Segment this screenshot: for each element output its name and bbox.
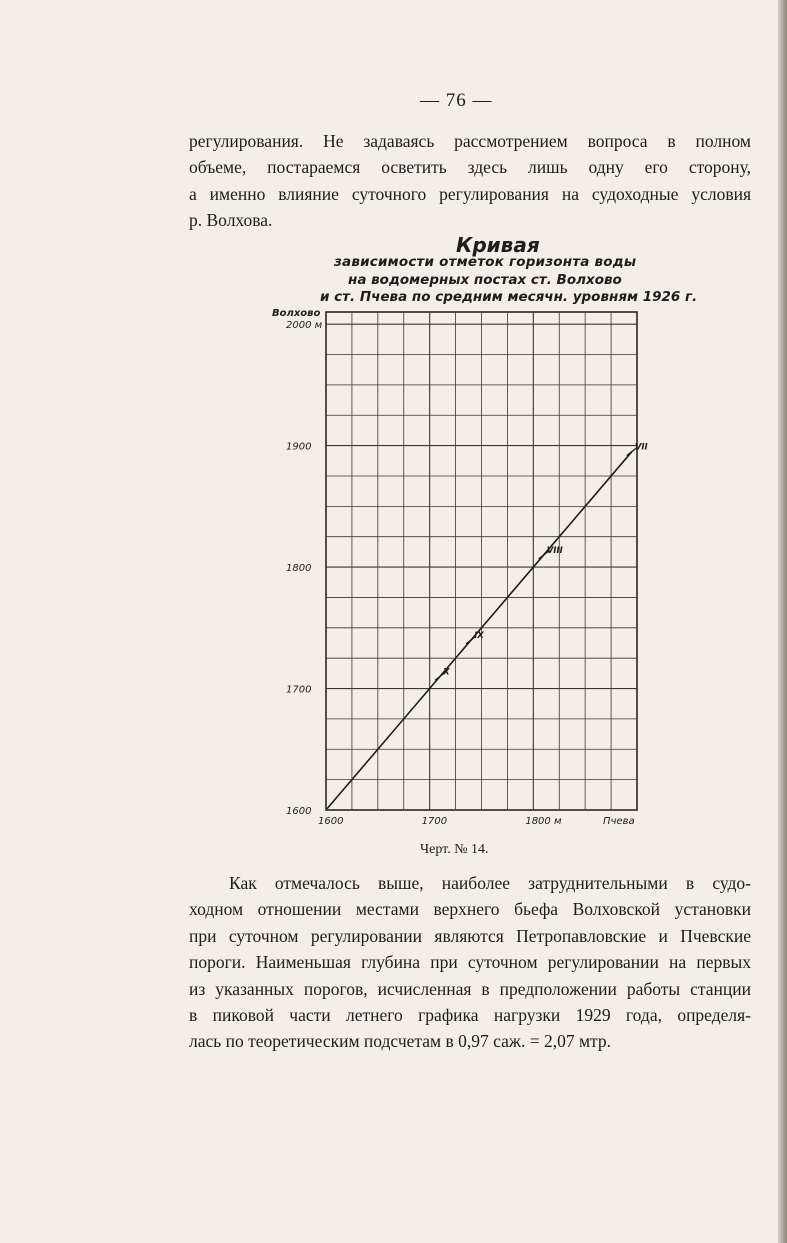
text-line: лась по теоретическим подсчетам в 0,97 саж. = 2,07 мтр. [189, 1031, 612, 1052]
y-axis-label: Волхово [272, 308, 321, 319]
y-tick-label: 1600 [286, 806, 312, 817]
y-tick-label: 1700 [286, 684, 312, 696]
x-axis-label: Пчева [603, 816, 635, 827]
y-tick-label: 1800 [286, 563, 312, 575]
y-tick-label: 1900 [286, 441, 312, 453]
point-label: X [443, 667, 450, 678]
text-line: объеме, постараемся осветить здесь лишь одну его сторону, [189, 157, 751, 178]
text-line: из указанных порогов, исчисленная в предположении работы станции [189, 978, 751, 999]
text-line: Как отмечалось выше, наиболее затруднительными в судо- [229, 873, 751, 893]
text-line: а именно влияние суточного регулирования на судоходные условия [189, 183, 751, 204]
text-line: при суточном регулировании являются Петропавловские и Пчевские [189, 925, 751, 946]
text-line: пороги. Наименьшая глубина при суточном регулировании на первых [189, 952, 751, 973]
text-line: ходном отношении местами верхнего бьефа Волховской установки [189, 899, 751, 920]
x-tick-label: 1800 м [525, 816, 562, 827]
chart-title-line: зависимости отметок горизонта воды [334, 254, 637, 270]
chart [270, 300, 670, 835]
text-line: в пиковой части летнего графика нагрузки 1929 года, определя- [189, 1005, 751, 1026]
text-line: регулирования. Не задаваясь рассмотрением вопроса в полном [189, 131, 751, 151]
paragraph-main [189, 870, 751, 1055]
text-line: р. Волхова. [189, 210, 273, 231]
chart-title-line: на водомерных постах ст. Волхово [348, 272, 622, 288]
paragraph-intro [189, 128, 751, 234]
point-label: VIII [546, 545, 563, 556]
chart-title-line: и ст. Пчева по средним месячн. уровням 1926 г. [320, 289, 698, 305]
page-edge [778, 0, 787, 1243]
chart-title-main: Кривая [456, 233, 540, 257]
x-tick-label: 1700 [421, 816, 448, 827]
point-label: IX [474, 630, 484, 641]
y-tick-label: 2000 м [286, 320, 323, 332]
point-label: VII [634, 442, 648, 453]
page-number: — 76 — [420, 90, 493, 111]
figure-caption: Черт. № 14. [420, 842, 489, 857]
x-tick-label: 1600 [318, 816, 344, 827]
